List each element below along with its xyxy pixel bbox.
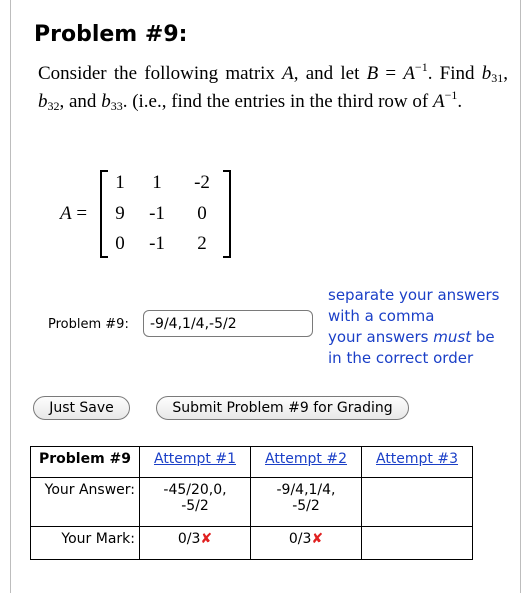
matrix-right-bracket [223,170,231,258]
problem-statement: Consider the following matrix A, and let $B = A^{-1}$. Find $b_{31}$, $b_{32}$, and $b_{33}$. (i.e., find the entries in the third row of $A^{-1}$. [38,60,508,113]
attempt-3-link[interactable]: Attempt #3 [375,451,459,467]
matrix-cell: 1 [152,172,162,193]
attempts-header-label: Problem #9 [31,447,140,478]
matrix-cell: 2 [197,233,207,254]
your-mark-label: Your Mark: [31,527,140,560]
problem-title: Problem #9: [34,22,188,47]
just-save-button[interactable]: Just Save [33,396,130,420]
wrong-mark-icon: ✘ [311,531,324,547]
answer-input[interactable] [143,310,313,337]
attempt-3-mark [362,527,473,560]
table-row [31,527,473,560]
matrix-label: A = [60,203,88,224]
attempt-2-mark: 0/3✘ [251,527,362,560]
attempt-2-link[interactable]: Attempt #2 [264,451,348,467]
matrix-cell: 0 [197,203,207,224]
attempt-1-answer: -45/20,0, -5/2 [140,478,251,527]
answer-hint: separate your answers with a comma your answers must be in the correct order [328,286,500,367]
attempt-1-link[interactable]: Attempt #1 [153,451,237,467]
your-answer-label: Your Answer: [31,478,140,527]
matrix-cell: -1 [149,233,165,254]
submit-button[interactable]: Submit Problem #9 for Grading [156,396,409,420]
matrix-cell: -1 [149,203,165,224]
matrix-cell: 1 [115,172,125,193]
attempt-3-answer [362,478,473,527]
table-row [31,447,473,478]
table-row [31,478,473,527]
attempt-1-mark: 0/3✘ [140,527,251,560]
matrix-cell: -2 [194,172,210,193]
matrix-cell: 9 [115,203,125,224]
attempt-2-answer: -9/4,1/4, -5/2 [251,478,362,527]
matrix-cell: 0 [115,233,125,254]
wrong-mark-icon: ✘ [200,531,213,547]
attempts-table [30,446,473,560]
answer-label: Problem #9: [48,317,129,332]
